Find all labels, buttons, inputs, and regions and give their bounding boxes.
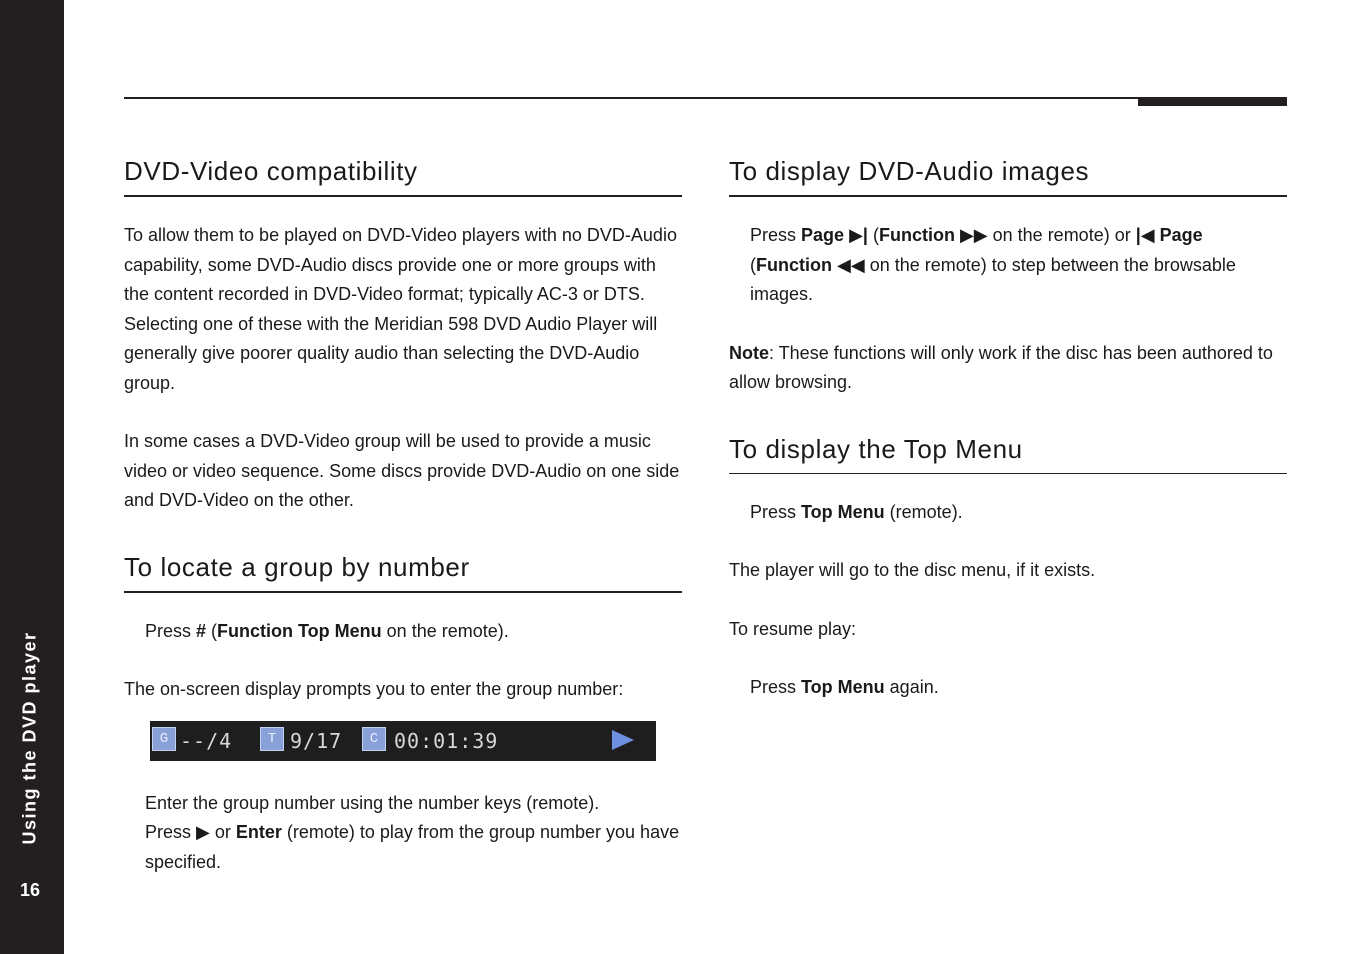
left-column bbox=[124, 150, 682, 877]
instruction-press-top-menu: Press Top Menu (remote). bbox=[750, 501, 963, 522]
instruction-page-step: Press Page ▶| (Function ▶▶ on the remote) or |◀ Page (Function ◀◀ on the remote) to step between the browsable images. bbox=[750, 225, 1236, 304]
heading-locate-group: To locate a group by number bbox=[124, 546, 682, 593]
heading-top-menu: To display the Top Menu bbox=[729, 428, 1287, 474]
right-column bbox=[729, 150, 1287, 703]
header-tab bbox=[1138, 97, 1287, 106]
play-symbol-icon: ▶ bbox=[196, 822, 210, 842]
osd-time-value: 00:01:39 bbox=[394, 728, 499, 753]
instruction-press-hash: Press # (Function Top Menu on the remote). bbox=[145, 620, 509, 641]
heading-dvd-video-compatibility: DVD-Video compatibility bbox=[124, 150, 682, 197]
instruction-press-top-menu-again: Press Top Menu again. bbox=[750, 677, 939, 697]
rewind-icon: ◀◀ bbox=[837, 254, 865, 275]
paragraph-resume: To resume play: bbox=[729, 618, 857, 639]
paragraph-compat-2: In some cases a DVD-Video group will be used to provide a music video or video sequence. Some discs provide DVD-Audio on one side and DVD-Video on the other. bbox=[124, 431, 680, 510]
osd-display bbox=[150, 721, 656, 761]
title-icon: T bbox=[260, 727, 284, 751]
fast-forward-icon: ▶▶ bbox=[959, 225, 988, 245]
previous-page-icon: |◀ bbox=[1135, 225, 1155, 245]
play-icon bbox=[612, 730, 634, 750]
next-page-icon: ▶| bbox=[849, 225, 868, 245]
section-title: Using the DVD player bbox=[19, 631, 40, 845]
paragraph-compat-1: To allow them to be played on DVD-Video players with no DVD-Audio capability, some DVD-Audio discs provide one or more groups with the content recorded in DVD-Video format; typically AC-3 or DTS. Selecting one of these with the Meridian 598 DVD Audio Player will generally give poorer quality audio than selecting the DVD-Audio group. bbox=[124, 225, 677, 393]
group-icon: G bbox=[152, 727, 176, 751]
sidebar bbox=[0, 0, 64, 954]
instruction-enter-number: Enter the group number using the number keys (remote). bbox=[145, 792, 600, 813]
heading-dvd-audio-images: To display DVD-Audio images bbox=[729, 150, 1287, 197]
note-browsing: Note: These functions will only work if the disc has been authored to allow browsing. bbox=[729, 342, 1273, 392]
paragraph-osd-prompt: The on-screen display prompts you to enter the group number: bbox=[124, 679, 624, 699]
osd-title-value: 9/17 bbox=[290, 728, 343, 753]
page-number: 16 bbox=[19, 880, 41, 900]
paragraph-disc-menu: The player will go to the disc menu, if it exists. bbox=[729, 560, 1096, 580]
chapter-icon: C bbox=[362, 727, 386, 751]
instruction-press-play: Press ▶ or Enter (remote) to play from the group number you have specified. bbox=[124, 818, 682, 877]
header-rule bbox=[124, 97, 1287, 99]
osd-group-value: --/4 bbox=[180, 728, 233, 753]
